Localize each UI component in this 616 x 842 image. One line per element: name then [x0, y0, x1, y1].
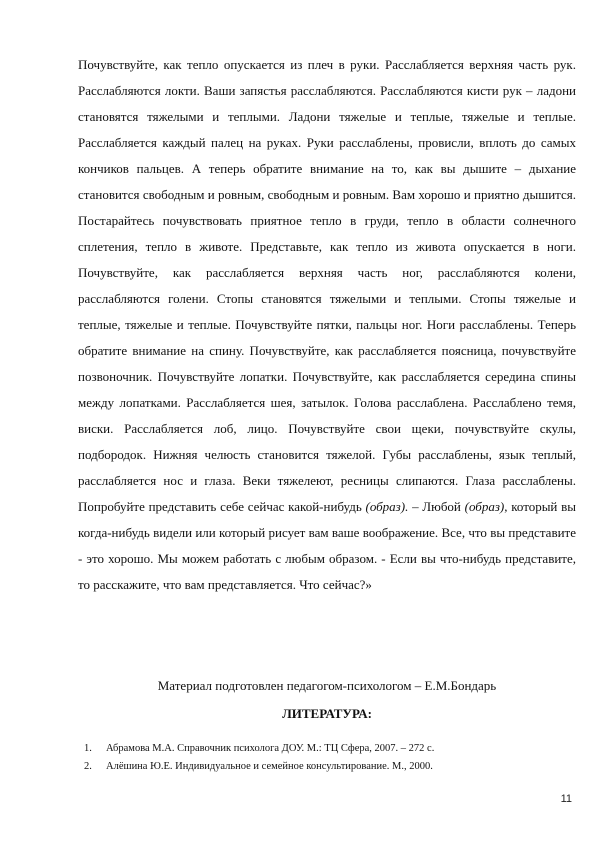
reference-number: 2. — [84, 761, 92, 772]
paragraph-italic-2: (образ) — [464, 499, 505, 514]
reference-text: Алёшина Ю.Е. Индивидуальное и семейное консультирование. М., 2000. — [106, 761, 433, 772]
author-credit: Материал подготовлен педагогом-психологом – Е.М.Бондарь — [157, 678, 497, 693]
reference-item — [84, 740, 574, 758]
reference-text: Абрамова М.А. Справочник психолога ДОУ. М.: ТЦ Сфера, 2007. – 272 с. — [106, 743, 435, 754]
reference-number: 1. — [84, 743, 92, 754]
paragraph-italic-1: (образ). — [365, 499, 409, 514]
paragraph-text-2: – Любой — [408, 499, 465, 514]
reference-item — [84, 758, 574, 776]
body-paragraph — [78, 52, 576, 598]
reference-list — [84, 740, 574, 776]
literature-heading: ЛИТЕРАТУРА: — [282, 706, 372, 721]
page-number: 11 — [560, 793, 572, 805]
paragraph-text-3: , который вы когда-нибудь видели или который рисует вам ваше воображение. Все, что вы представите - это хорошо. Мы можем работать с любым образом. - Если вы что-нибудь представите, то расскажите, что вам представляется. Что сейчас?» — [78, 499, 576, 592]
paragraph-text-1: Почувствуйте, как тепло опускается из плеч в руки. Расслабляется верхняя часть рук. Расслабляются локти. Ваши запястья расслабляются. Расслабляются кисти рук – ладони становятся тяжелыми и теплыми. Ладони тяжелые и теплые, тяжелые и теплые. Расслабляется каждый палец на руках. Руки расслаблены, провисли, вплоть до самых кончиков пальцев. А теперь обратите внимание на то, как вы дышите – дыхание становится свободным и ровным, свободным и ровным. Вам хорошо и приятно дышится. Постарайтесь почувствовать приятное тепло в груди, тепло в области солнечного сплетения, тепло в животе. Представьте, как тепло из живота опускается в ноги. Почувствуйте, как расслабляется верхняя часть ног, расслабляются колени, расслабляются голени. Стопы становятся тяжелыми и теплыми. Стопы тяжелые и теплые, тяжелые и теплые. Почувствуйте пятки, пальцы ног. Ноги расслаблены. Теперь обратите внимание на спину. Почувствуйте, как расслабляется поясница, почувствуйте позвоночник. Почувствуйте лопатки. Почувствуйте, как расслабляется середина спины между лопатками. Расслабляется шея, затылок. Голова расслаблена. Расслаблено темя, виски. Расслабляется лоб, лицо. Почувствуйте свои щеки, почувствуйте скулы, подбородок. Нижняя челюсть становится тяжелой. Губы расслаблены, язык теплый, расслабляется нос и глаза. Веки тяжелеют, ресницы слипаются. Глаза расслаблены. Попробуйте представить себе сейчас какой-нибудь — [78, 57, 576, 514]
